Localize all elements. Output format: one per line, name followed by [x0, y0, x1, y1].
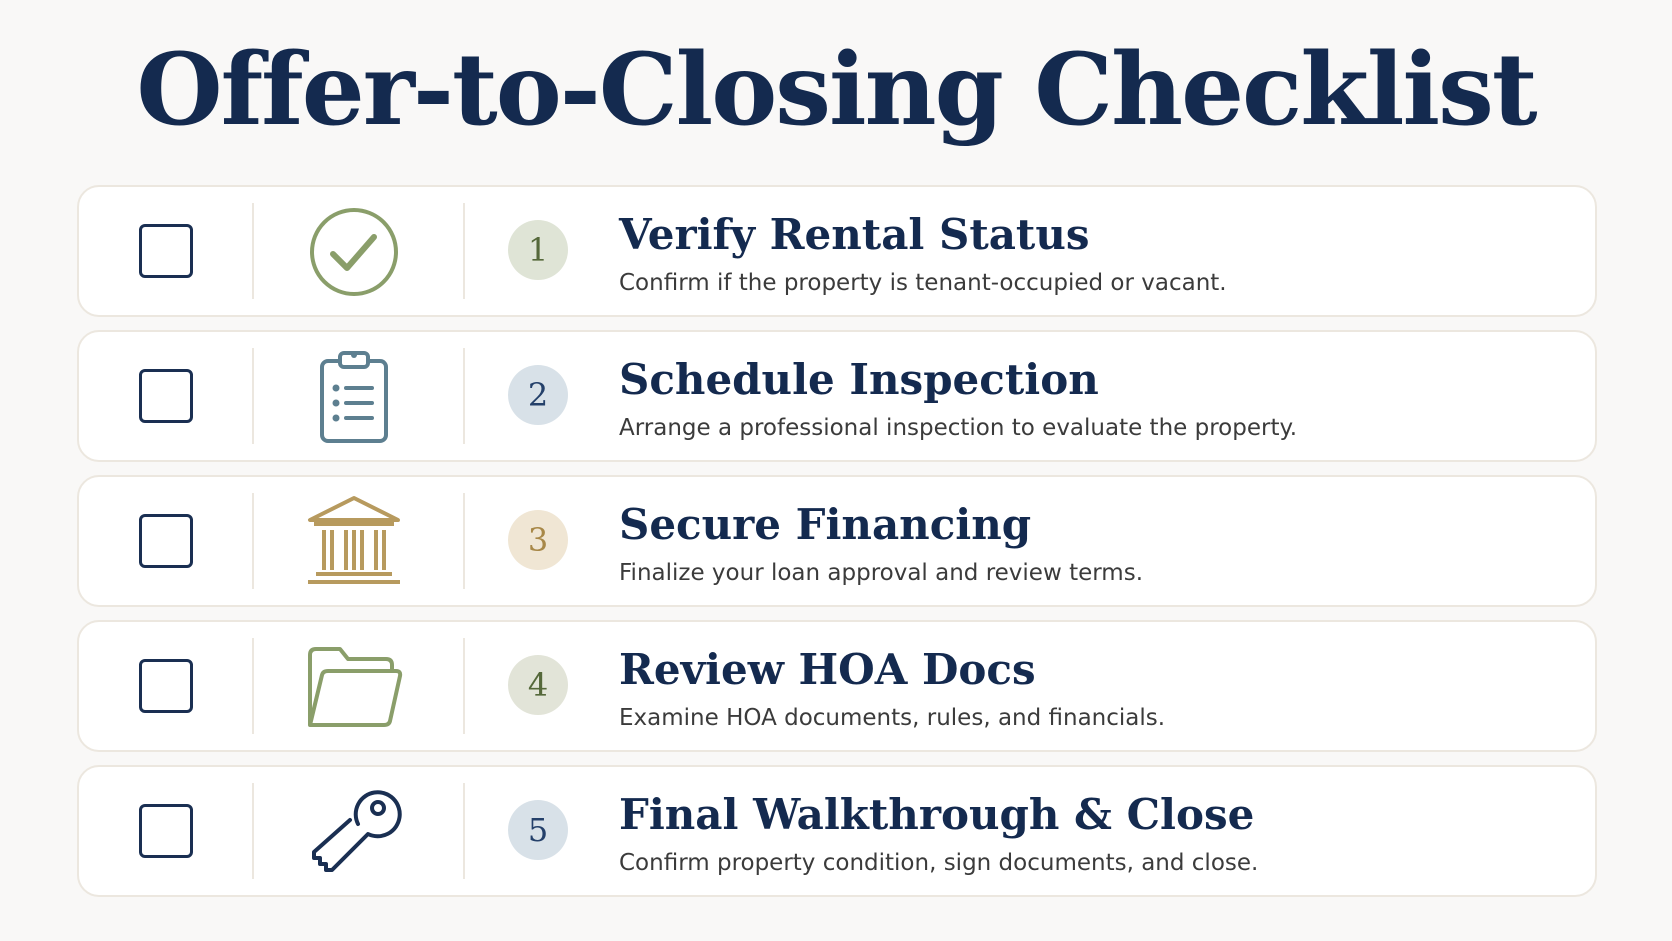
item-description: Arrange a professional inspection to evaluate the property.: [619, 415, 1298, 441]
checklist-item: [77, 330, 1597, 462]
check-circle-icon: [302, 200, 406, 304]
divider: [463, 638, 465, 734]
step-number-badge: 4: [508, 655, 568, 715]
clipboard-icon: [302, 345, 406, 449]
divider: [252, 493, 254, 589]
item-title: Secure Financing: [619, 500, 1032, 549]
divider: [463, 493, 465, 589]
step-number-badge: 2: [508, 365, 568, 425]
divider: [463, 348, 465, 444]
item-description: Confirm property condition, sign documents, and close.: [619, 850, 1259, 876]
checkbox[interactable]: [139, 804, 193, 858]
bank-icon: [302, 490, 406, 594]
step-number-badge: 1: [508, 220, 568, 280]
folder-icon: [302, 635, 406, 739]
item-title: Verify Rental Status: [619, 210, 1090, 259]
item-title: Final Walkthrough & Close: [619, 790, 1255, 839]
item-description: Confirm if the property is tenant-occupied or vacant.: [619, 270, 1227, 296]
checklist-item: [77, 765, 1597, 897]
key-icon: [302, 780, 406, 884]
checklist: [77, 185, 1597, 910]
divider: [252, 638, 254, 734]
page-title: Offer-to-Closing Checklist: [136, 32, 1536, 148]
divider: [463, 203, 465, 299]
step-number-badge: 3: [508, 510, 568, 570]
item-description: Examine HOA documents, rules, and financials.: [619, 705, 1166, 731]
item-description: Finalize your loan approval and review terms.: [619, 560, 1144, 586]
checklist-item: [77, 620, 1597, 752]
divider: [463, 783, 465, 879]
divider: [252, 348, 254, 444]
item-title: Schedule Inspection: [619, 355, 1099, 404]
checkbox[interactable]: [139, 514, 193, 568]
divider: [252, 203, 254, 299]
checkbox[interactable]: [139, 369, 193, 423]
checklist-item: [77, 475, 1597, 607]
item-title: Review HOA Docs: [619, 645, 1036, 694]
checklist-item: [77, 185, 1597, 317]
divider: [252, 783, 254, 879]
step-number-badge: 5: [508, 800, 568, 860]
checkbox[interactable]: [139, 224, 193, 278]
checkbox[interactable]: [139, 659, 193, 713]
